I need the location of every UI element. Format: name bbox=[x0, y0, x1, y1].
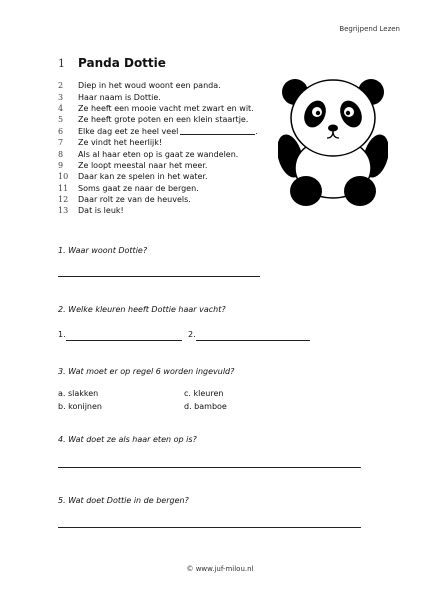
question-2: 2. Welke kleuren heeft Dottie haar vacht? bbox=[58, 305, 226, 314]
option-d[interactable]: d. bamboe bbox=[184, 402, 227, 411]
line-number: 8 bbox=[58, 149, 64, 159]
story-line bbox=[58, 91, 258, 102]
line-text: Elke dag eet ze heel veel bbox=[78, 126, 179, 136]
story-lines bbox=[58, 80, 258, 217]
story-line bbox=[58, 137, 258, 148]
story-line bbox=[58, 126, 258, 137]
line-number: 6 bbox=[58, 126, 64, 136]
blank-end: . bbox=[255, 126, 258, 136]
option-a[interactable]: a. slakken bbox=[58, 389, 99, 398]
fill-in-blank[interactable] bbox=[180, 127, 255, 135]
line-text: Dat is leuk! bbox=[78, 206, 124, 216]
line-number: 11 bbox=[58, 183, 69, 193]
line-number: 7 bbox=[58, 138, 64, 148]
story-line bbox=[58, 80, 258, 91]
question-3: 3. Wat moet er op regel 6 worden ingevuld? bbox=[58, 367, 235, 376]
title-line-number: 1 bbox=[58, 57, 65, 70]
line-text: Ze heeft grote poten en een klein staartje. bbox=[78, 115, 249, 125]
question-5: 5. Wat doet Dottie in de bergen? bbox=[58, 496, 189, 505]
option-c[interactable]: c. kleuren bbox=[184, 389, 224, 398]
story-line bbox=[58, 148, 258, 159]
story-line bbox=[58, 194, 258, 205]
answer-line-2a[interactable] bbox=[66, 340, 182, 341]
question-4: 4. Wat doet ze als haar eten op is? bbox=[58, 435, 197, 444]
line-text: Ze vindt het heerlijk! bbox=[78, 138, 163, 148]
story-line bbox=[58, 114, 258, 125]
answer-line-4[interactable] bbox=[58, 467, 361, 468]
line-text: Ze loopt meestal naar het meer. bbox=[78, 160, 208, 170]
panda-illustration bbox=[278, 72, 388, 212]
line-text: Daar rolt ze van de heuvels. bbox=[78, 195, 191, 205]
footer-copyright: © www.juf-milou.nl bbox=[186, 565, 254, 573]
answer-label-2: 2. bbox=[188, 330, 196, 339]
line-text: Diep in het woud woont een panda. bbox=[78, 81, 221, 91]
line-number: 3 bbox=[58, 92, 64, 102]
line-text: Daar kan ze spelen in het water. bbox=[78, 172, 208, 182]
line-number: 2 bbox=[58, 81, 64, 91]
line-number: 5 bbox=[58, 115, 64, 125]
line-number: 9 bbox=[58, 160, 64, 170]
line-number: 13 bbox=[58, 206, 69, 216]
answer-line-2b[interactable] bbox=[196, 340, 310, 341]
line-text: Haar naam is Dottie. bbox=[78, 92, 161, 102]
line-number: 4 bbox=[58, 103, 64, 113]
line-text: Ze heeft een mooie vacht met zwart en wit. bbox=[78, 103, 254, 113]
story-line bbox=[58, 103, 258, 114]
story-line bbox=[58, 183, 258, 194]
story-line bbox=[58, 171, 258, 182]
line-number: 12 bbox=[58, 195, 69, 205]
line-text: Als al haar eten op is gaat ze wandelen. bbox=[78, 149, 239, 159]
header-label: Begrijpend Lezen bbox=[339, 25, 400, 33]
answer-label-1: 1. bbox=[58, 330, 66, 339]
option-b[interactable]: b. konijnen bbox=[58, 402, 102, 411]
title-row bbox=[58, 56, 166, 70]
line-number: 10 bbox=[58, 172, 69, 182]
question-1: 1. Waar woont Dottie? bbox=[58, 246, 148, 255]
answer-line-5[interactable] bbox=[58, 527, 361, 528]
page-title: Panda Dottie bbox=[78, 56, 166, 70]
story-line bbox=[58, 160, 258, 171]
line-text: Soms gaat ze naar de bergen. bbox=[78, 183, 199, 193]
answer-line-1[interactable] bbox=[58, 276, 260, 277]
story-line bbox=[58, 205, 258, 216]
